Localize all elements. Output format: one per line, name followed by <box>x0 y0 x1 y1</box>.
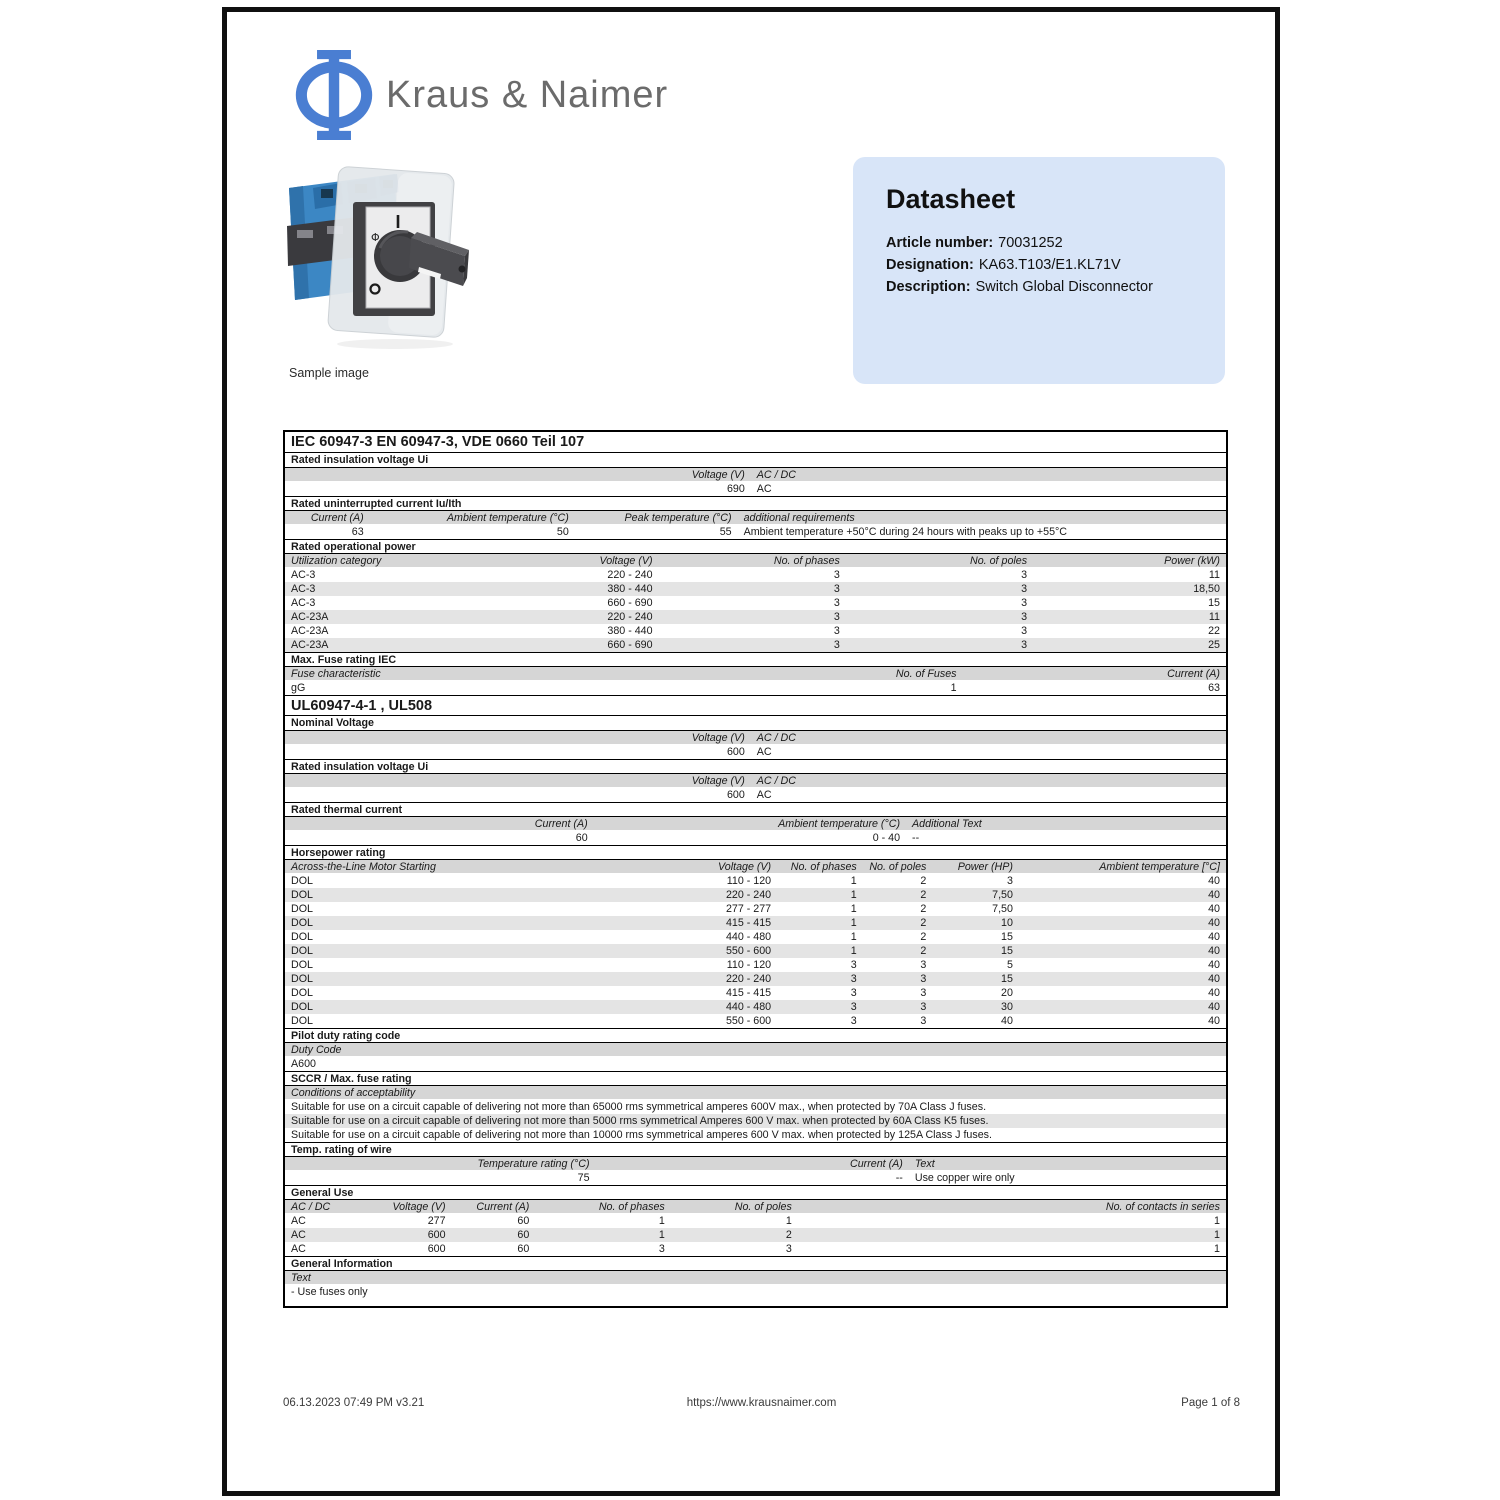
table-cell: 25 <box>1208 639 1220 651</box>
table-cell: DOL <box>291 945 313 957</box>
table-data-row <box>285 482 1226 496</box>
table-cell: 3 <box>920 1001 927 1013</box>
table-cell: 22 <box>1208 625 1220 637</box>
table-cell: 50 <box>556 526 569 538</box>
column-header: Peak temperature (°C) <box>624 511 732 524</box>
table-data-row <box>285 1171 1226 1185</box>
column-header: AC / DC <box>756 731 796 744</box>
table-subsection-title <box>285 716 1226 731</box>
table-cell: AC <box>756 789 772 801</box>
table-cell: Rated thermal current <box>291 803 403 816</box>
table-cell: 55 <box>719 526 732 538</box>
table-cell: 3 <box>1021 625 1028 637</box>
column-header: No. of contacts in series <box>1105 1200 1220 1213</box>
table-subsection-title <box>285 759 1226 774</box>
footer-url: https://www.krausnaimer.com <box>686 1397 837 1409</box>
column-header: No. of poles <box>970 554 1028 567</box>
table-data-row <box>285 745 1226 759</box>
column-header: Power (HP) <box>957 860 1013 873</box>
column-header: Current (A) <box>534 817 588 830</box>
table-header-row <box>285 1271 1226 1285</box>
table-header-row <box>285 667 1226 681</box>
table-cell: DOL <box>291 1001 313 1013</box>
table-cell: DOL <box>291 889 313 901</box>
datasheet-title: Datasheet <box>886 184 1016 214</box>
table-cell: SCCR / Max. fuse rating <box>291 1072 412 1085</box>
table-section-title <box>285 432 1226 453</box>
table-cell: 3 <box>1006 875 1013 887</box>
table-cell: 15 <box>1001 945 1013 957</box>
table-cell: 15 <box>1001 973 1013 985</box>
table-cell: 1 <box>850 903 857 915</box>
table-cell: 1 <box>850 889 857 901</box>
table-cell: 660 - 690 <box>607 639 653 651</box>
table-cell: -- <box>912 832 920 844</box>
table-data-row <box>285 874 1226 888</box>
table-cell: 18,50 <box>1193 583 1220 595</box>
table-cell: 3 <box>833 625 840 637</box>
table-cell: 550 - 600 <box>725 1015 772 1027</box>
table-cell: AC-3 <box>291 569 316 581</box>
column-header: AC / DC <box>756 468 796 481</box>
column-header: Ambient temperature (°C) <box>778 817 901 830</box>
column-header: AC / DC <box>291 1200 331 1213</box>
column-header: Additional Text <box>912 817 982 830</box>
table-header-row <box>285 554 1226 568</box>
table-cell: 40 <box>1208 987 1220 999</box>
table-cell: 15 <box>1001 931 1013 943</box>
table-data-row <box>285 525 1226 539</box>
table-data-row <box>285 638 1226 652</box>
table-cell: 1 <box>785 1215 792 1227</box>
table-data-row <box>285 1214 1226 1228</box>
table-cell: 63 <box>1208 682 1220 694</box>
table-cell: 277 <box>427 1215 446 1227</box>
table-cell: 1 <box>850 945 857 957</box>
table-header-row <box>285 1157 1226 1171</box>
table-data-row <box>285 1100 1226 1114</box>
column-header: Text <box>914 1157 935 1170</box>
table-cell: 3 <box>833 583 840 595</box>
table-subsection-title <box>285 1185 1226 1200</box>
description-label: Description: <box>886 279 971 295</box>
table-cell: 0 - 40 <box>872 832 901 844</box>
table-cell: 3 <box>850 987 857 999</box>
table-cell: DOL <box>291 987 313 999</box>
table-cell: AC-23A <box>291 611 329 623</box>
article-number-label: Article number: <box>886 235 994 251</box>
description-row <box>886 276 1192 298</box>
table-cell: AC <box>291 1229 306 1241</box>
table-data-row <box>285 972 1226 986</box>
table-cell: 1 <box>658 1215 665 1227</box>
table-cell: 415 - 415 <box>725 917 772 929</box>
table-subsection-title <box>285 652 1226 667</box>
table-data-row <box>285 582 1226 596</box>
column-header: Duty Code <box>291 1043 342 1056</box>
description-value: Switch Global Disconnector <box>975 279 1153 295</box>
table-data-row <box>285 1228 1226 1242</box>
table-subsection-title <box>285 1071 1226 1086</box>
table-cell: 11 <box>1208 611 1220 623</box>
table-cell: 15 <box>1208 597 1220 609</box>
column-header: Current (A) <box>310 511 364 524</box>
table-data-row <box>285 1242 1226 1256</box>
table-cell: 1 <box>850 917 857 929</box>
table-data-row <box>285 1114 1226 1128</box>
table-cell: 40 <box>1208 959 1220 971</box>
table-cell: AC <box>291 1243 306 1255</box>
table-cell: 30 <box>1001 1001 1013 1013</box>
table-cell: 2 <box>920 889 927 901</box>
table-cell: 3 <box>920 973 927 985</box>
column-header: Across-the-Line Motor Starting <box>291 860 436 873</box>
table-cell: 3 <box>1021 569 1028 581</box>
table-data-row <box>285 986 1226 1000</box>
table-cell: Temp. rating of wire <box>291 1143 392 1156</box>
column-header: Ambient temperature (°C) <box>446 511 569 524</box>
column-header: Fuse characteristic <box>291 667 381 680</box>
table-cell: 220 - 240 <box>607 569 653 581</box>
table-cell: Rated insulation voltage Ui <box>291 760 429 773</box>
column-header: No. of phases <box>598 1200 665 1213</box>
table-subsection-title <box>285 845 1226 860</box>
table-cell: 1 <box>950 682 957 694</box>
table-cell: Nominal Voltage <box>291 717 374 729</box>
designation-row <box>886 254 1192 276</box>
table-cell: 7,50 <box>992 903 1013 915</box>
table-cell: AC-23A <box>291 625 329 637</box>
table-data-row <box>285 596 1226 610</box>
table-cell: Suitable for use on a circuit capable of delivering not more than 65000 rms symmetrical amperes 600V max., when protected by 70A Class J fuses. <box>291 1101 987 1113</box>
column-header: additional requirements <box>743 511 855 524</box>
designation-label: Designation: <box>886 257 974 273</box>
column-header: Current (A) <box>1167 667 1220 680</box>
table-cell: 277 - 277 <box>725 903 772 915</box>
table-cell: 2 <box>920 945 927 957</box>
table-cell: Rated insulation voltage Ui <box>291 454 429 466</box>
table-data-row <box>285 681 1226 695</box>
table-cell: 600 <box>726 789 745 801</box>
column-header: No. of Fuses <box>895 667 957 680</box>
table-cell: DOL <box>291 903 313 915</box>
column-header: No. of phases <box>790 860 857 873</box>
table-cell: 63 <box>351 526 364 538</box>
article-number-row <box>886 232 1192 254</box>
table-cell: Horsepower rating <box>291 846 386 859</box>
table-cell: 2 <box>920 917 927 929</box>
table-cell: Suitable for use on a circuit capable of delivering not more than 5000 rms symmetrical Amperes 600 V max. when protected by 60A Class K5 fuses. <box>291 1115 989 1127</box>
table-cell: 220 - 240 <box>607 611 653 623</box>
table-cell: 3 <box>658 1243 665 1255</box>
table-cell: 1 <box>658 1229 665 1241</box>
table-cell: General Information <box>291 1257 393 1270</box>
table-cell: AC-23A <box>291 639 329 651</box>
table-data-row <box>285 831 1226 845</box>
table-cell: DOL <box>291 1015 313 1027</box>
table-cell: 3 <box>785 1243 792 1255</box>
table-header-row <box>285 774 1226 788</box>
table-cell: gG <box>291 682 306 694</box>
table-cell: 3 <box>1021 583 1028 595</box>
table-cell: 3 <box>1021 639 1028 651</box>
footer-page-number: Page 1 of 8 <box>1181 1397 1240 1409</box>
table-data-row <box>285 624 1226 638</box>
table-cell: 3 <box>850 1001 857 1013</box>
table-subsection-title <box>285 539 1226 554</box>
table-subsection-title <box>285 1028 1226 1043</box>
table-cell: -- <box>895 1172 903 1184</box>
table-cell: 60 <box>575 832 588 844</box>
table-cell: 40 <box>1208 903 1220 915</box>
table-cell: Use copper wire only <box>914 1172 1015 1184</box>
column-header: Utilization category <box>291 554 382 567</box>
column-header: Current (A) <box>476 1200 530 1213</box>
column-header: Ambient temperature [°C] <box>1099 860 1220 873</box>
table-cell: Pilot duty rating code <box>291 1029 401 1042</box>
table-cell: 1 <box>1213 1229 1220 1241</box>
table-cell: DOL <box>291 917 313 929</box>
table-cell: 1 <box>1213 1215 1220 1227</box>
table-cell: AC <box>756 746 772 758</box>
table-cell: 60 <box>517 1243 530 1255</box>
kraus-naimer-phi-icon <box>293 48 375 142</box>
table-cell: Suitable for use on a circuit capable of delivering not more than 10000 rms symmetrical amperes 600 V max. when protected by 125A Class J fuses. <box>291 1129 992 1141</box>
table-cell: 40 <box>1001 1015 1013 1027</box>
brand-name: Kraus & Naimer <box>386 74 669 116</box>
table-cell: 3 <box>833 639 840 651</box>
table-cell: 1 <box>1213 1243 1220 1255</box>
designation-value: KA63.T103/E1.KL71V <box>978 257 1121 273</box>
table-cell: 40 <box>1208 945 1220 957</box>
column-header: AC / DC <box>756 774 796 787</box>
table-cell: 3 <box>920 959 927 971</box>
table-cell: 5 <box>1006 959 1013 971</box>
table-cell: 3 <box>1021 597 1028 609</box>
table-cell: 40 <box>1208 931 1220 943</box>
column-header: Temperature rating (°C) <box>477 1157 590 1170</box>
table-data-row <box>285 958 1226 972</box>
table-cell: 60 <box>517 1215 530 1227</box>
table-cell: AC <box>756 483 772 495</box>
table-cell: 690 <box>726 483 745 495</box>
column-header: Voltage (V) <box>718 860 772 873</box>
table-cell: 2 <box>785 1229 792 1241</box>
table-cell: AC-3 <box>291 583 316 595</box>
table-data-row <box>285 610 1226 624</box>
table-data-row <box>285 1285 1226 1299</box>
table-cell: DOL <box>291 875 313 887</box>
table-cell: 3 <box>850 1015 857 1027</box>
table-cell: - Use fuses only <box>291 1286 368 1298</box>
table-cell: 440 - 480 <box>725 1001 772 1013</box>
footer-date-version: 06.13.2023 07:49 PM v3.21 <box>283 1397 425 1409</box>
table-data-row <box>285 1057 1226 1071</box>
table-cell: 1 <box>850 931 857 943</box>
table-cell: UL60947-4-1 , UL508 <box>291 697 433 714</box>
table-data-row <box>285 944 1226 958</box>
table-subsection-title <box>285 1142 1226 1157</box>
table-header-row <box>285 1086 1226 1100</box>
table-cell: 550 - 600 <box>725 945 772 957</box>
table-cell: Max. Fuse rating IEC <box>291 653 397 666</box>
table-cell: 3 <box>920 1015 927 1027</box>
table-header-row <box>285 1043 1226 1057</box>
table-cell: DOL <box>291 959 313 971</box>
table-cell: 60 <box>517 1229 530 1241</box>
table-cell: 3 <box>850 973 857 985</box>
table-cell: 110 - 120 <box>726 875 772 887</box>
table-cell: 110 - 120 <box>726 959 772 971</box>
table-cell: 2 <box>920 931 927 943</box>
table-cell: Rated operational power <box>291 540 416 553</box>
column-header: Voltage (V) <box>691 468 745 481</box>
column-header: Voltage (V) <box>599 554 653 567</box>
table-cell: Rated uninterrupted current Iu/Ith <box>291 497 462 510</box>
table-cell: 40 <box>1208 917 1220 929</box>
column-header: Voltage (V) <box>691 731 745 744</box>
table-cell: 75 <box>577 1172 590 1184</box>
column-header: Power (kW) <box>1164 554 1220 567</box>
table-cell: 660 - 690 <box>607 597 653 609</box>
table-cell: 40 <box>1208 1001 1220 1013</box>
table-cell: 3 <box>850 959 857 971</box>
table-cell: 415 - 415 <box>725 987 772 999</box>
table-cell: 40 <box>1208 875 1220 887</box>
table-header-row <box>285 817 1226 831</box>
table-cell: 380 - 440 <box>607 625 653 637</box>
table-cell: 7,50 <box>992 889 1013 901</box>
table-cell: 3 <box>833 597 840 609</box>
table-cell: 3 <box>920 987 927 999</box>
table-header-row <box>285 468 1226 482</box>
column-header: Voltage (V) <box>392 1200 446 1213</box>
table-cell: General Use <box>291 1186 354 1199</box>
table-data-row <box>285 888 1226 902</box>
table-cell: 40 <box>1208 1015 1220 1027</box>
column-header: Text <box>291 1271 311 1284</box>
column-header: No. of poles <box>869 860 927 873</box>
table-cell: DOL <box>291 973 313 985</box>
article-number-value: 70031252 <box>998 235 1063 251</box>
table-data-row <box>285 1128 1226 1142</box>
table-cell: 2 <box>920 903 927 915</box>
specification-table <box>283 430 1228 1308</box>
table-cell: 3 <box>1021 611 1028 623</box>
table-cell: 440 - 480 <box>725 931 772 943</box>
table-data-row <box>285 1000 1226 1014</box>
table-cell: 20 <box>1001 987 1013 999</box>
table-data-row <box>285 902 1226 916</box>
column-header: No. of phases <box>773 554 840 567</box>
table-cell: 40 <box>1208 973 1220 985</box>
table-cell: 600 <box>427 1243 446 1255</box>
table-cell: 40 <box>1208 889 1220 901</box>
table-cell: Ambient temperature +50°C during 24 hours with peaks up to +55°C <box>743 526 1068 538</box>
table-subsection-title <box>285 453 1226 468</box>
table-cell: AC <box>291 1215 306 1227</box>
table-cell: AC-3 <box>291 597 316 609</box>
table-cell: 10 <box>1001 917 1013 929</box>
table-cell: 600 <box>726 746 745 758</box>
table-data-row <box>285 1014 1226 1028</box>
column-header: Conditions of acceptability <box>291 1086 416 1099</box>
table-data-row <box>285 568 1226 582</box>
table-header-row <box>285 860 1226 874</box>
table-cell: IEC 60947-3 EN 60947-3, VDE 0660 Teil 107 <box>291 434 585 450</box>
table-cell: 380 - 440 <box>607 583 653 595</box>
table-header-row <box>285 511 1226 525</box>
column-header: No. of poles <box>734 1200 792 1213</box>
column-header: Voltage (V) <box>691 774 745 787</box>
table-header-row <box>285 731 1226 745</box>
table-cell: DOL <box>291 931 313 943</box>
table-data-row <box>285 930 1226 944</box>
table-header-row <box>285 1200 1226 1214</box>
table-data-row <box>285 916 1226 930</box>
page-footer <box>283 1397 1240 1409</box>
table-cell: 3 <box>833 569 840 581</box>
table-subsection-title <box>285 802 1226 817</box>
table-section-title <box>285 695 1226 716</box>
table-subsection-title <box>285 496 1226 511</box>
table-cell: 11 <box>1208 569 1220 581</box>
table-cell: 220 - 240 <box>725 889 772 901</box>
table-cell: 3 <box>833 611 840 623</box>
svg-text:Φ: Φ <box>371 231 380 244</box>
product-image <box>283 158 475 364</box>
table-cell: 1 <box>850 875 857 887</box>
table-cell: A600 <box>291 1058 316 1070</box>
table-subsection-title <box>285 1256 1226 1271</box>
datasheet-info-box <box>853 157 1225 384</box>
table-data-row <box>285 788 1226 802</box>
column-header: Current (A) <box>850 1157 903 1170</box>
table-cell: 220 - 240 <box>725 973 772 985</box>
table-cell: 600 <box>427 1229 446 1241</box>
sample-image-caption: Sample image <box>289 366 369 380</box>
table-cell: 2 <box>920 875 927 887</box>
